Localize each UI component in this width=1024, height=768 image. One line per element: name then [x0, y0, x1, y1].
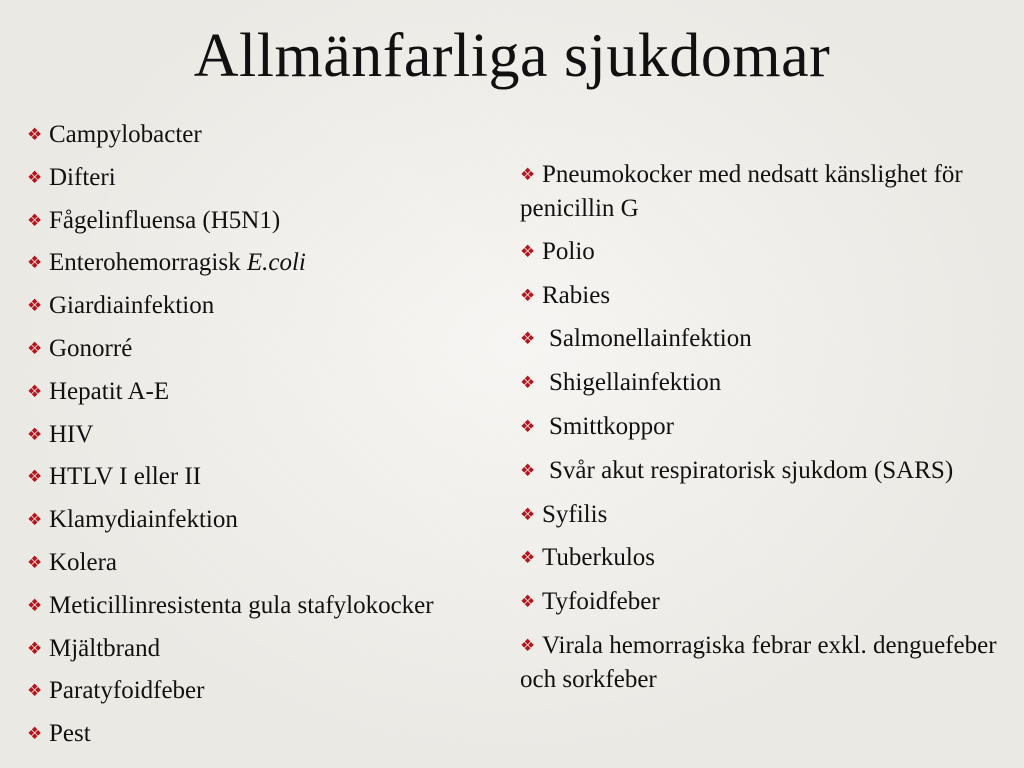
list-item-text: Pneumokocker med nedsatt känslighet för penicillin G: [520, 161, 963, 222]
list-item: [27, 285, 517, 328]
list-item-italic-text: E.coli: [246, 249, 306, 277]
diamond-bullet-icon: ❖: [520, 592, 536, 613]
list-item: [27, 456, 517, 499]
diamond-bullet-icon: ❖: [520, 548, 536, 569]
list-item: [27, 414, 517, 457]
list-item: [520, 235, 1020, 269]
list-item-text: Smittkoppor: [549, 412, 675, 440]
list-item: [27, 628, 517, 671]
list-item: [27, 328, 517, 371]
list-item: [520, 279, 1020, 313]
diamond-bullet-icon: ❖: [27, 510, 43, 531]
diamond-bullet-icon: ❖: [520, 635, 536, 656]
disease-list-left: [27, 114, 517, 756]
diamond-bullet-icon: ❖: [27, 338, 43, 359]
list-item: [27, 670, 517, 713]
list-item-text: Svår akut respiratorisk sjukdom (SARS): [549, 456, 954, 484]
slide-title: Allmänfarliga sjukdomar: [193, 22, 831, 90]
list-item: [27, 200, 517, 243]
diamond-bullet-icon: ❖: [27, 681, 43, 702]
diamond-bullet-icon: ❖: [27, 552, 43, 573]
diamond-bullet-icon: ❖: [520, 165, 536, 185]
list-item-text: Pest: [49, 720, 91, 748]
list-item: [27, 499, 517, 542]
diamond-bullet-icon: ❖: [520, 416, 536, 437]
list-item-text: Meticillinresistenta gula stafylokocker: [49, 591, 434, 619]
list-item: [520, 585, 1020, 619]
diamond-bullet-icon: ❖: [27, 424, 43, 445]
diamond-bullet-icon: ❖: [27, 210, 43, 231]
list-item: [27, 371, 517, 414]
list-item-text: Hepatit A-E: [49, 377, 170, 405]
list-item: [520, 454, 1020, 488]
diamond-bullet-icon: ❖: [520, 285, 536, 306]
list-item-text: Tyfoidfeber: [542, 588, 660, 616]
list-item: [520, 410, 1020, 444]
disease-list-right: [520, 158, 1020, 706]
list-item: [27, 585, 517, 628]
list-item-text: Shigellainfektion: [549, 369, 722, 397]
list-item-text: Campylobacter: [49, 121, 202, 148]
diamond-bullet-icon: ❖: [27, 253, 43, 274]
list-item-text: Fågelinfluensa (H5N1): [49, 206, 281, 234]
list-item-text: Mjältbrand: [49, 634, 161, 662]
diamond-bullet-icon: ❖: [27, 296, 43, 317]
diamond-bullet-icon: ❖: [27, 638, 43, 659]
list-item-text: Salmonellainfektion: [549, 325, 752, 353]
list-item-text: Giardiainfektion: [49, 292, 215, 320]
list-item: [27, 157, 517, 200]
list-item-text: Polio: [542, 237, 595, 265]
list-item-text: Syfilis: [542, 500, 608, 528]
list-item-text: Tuberkulos: [542, 544, 655, 572]
diamond-bullet-icon: ❖: [520, 329, 536, 350]
list-item-text: Rabies: [542, 281, 611, 309]
list-item: [520, 366, 1020, 400]
list-item: [520, 629, 1020, 696]
diamond-bullet-icon: ❖: [27, 125, 43, 145]
list-item: [27, 542, 517, 585]
list-item: [520, 541, 1020, 575]
diamond-bullet-icon: ❖: [27, 724, 43, 745]
list-item-text: Paratyfoidfeber: [49, 677, 205, 705]
list-item-text: Kolera: [49, 548, 118, 576]
list-item: [520, 498, 1020, 532]
diamond-bullet-icon: ❖: [520, 241, 536, 262]
list-item-text: HTLV I eller II: [49, 463, 202, 491]
list-item: [27, 242, 517, 285]
diamond-bullet-icon: ❖: [520, 460, 536, 481]
list-item-text: Klamydiainfektion: [49, 506, 238, 534]
diamond-bullet-icon: ❖: [27, 467, 43, 488]
list-item: [27, 114, 517, 157]
list-item-text: HIV: [49, 420, 94, 448]
diamond-bullet-icon: ❖: [520, 504, 536, 525]
list-item: [520, 322, 1020, 356]
diamond-bullet-icon: ❖: [27, 381, 43, 402]
list-item: [27, 713, 517, 756]
list-item-text: Gonorré: [49, 334, 133, 362]
list-item-text: Difteri: [49, 163, 116, 191]
diamond-bullet-icon: ❖: [27, 595, 43, 616]
diamond-bullet-icon: ❖: [27, 167, 43, 188]
list-item: [520, 158, 1020, 225]
diamond-bullet-icon: ❖: [520, 373, 536, 394]
list-item-text: Enterohemorragisk: [49, 249, 247, 277]
list-item-text: Virala hemorragiska febrar exkl. denguefeber och sorkfeber: [520, 631, 997, 693]
